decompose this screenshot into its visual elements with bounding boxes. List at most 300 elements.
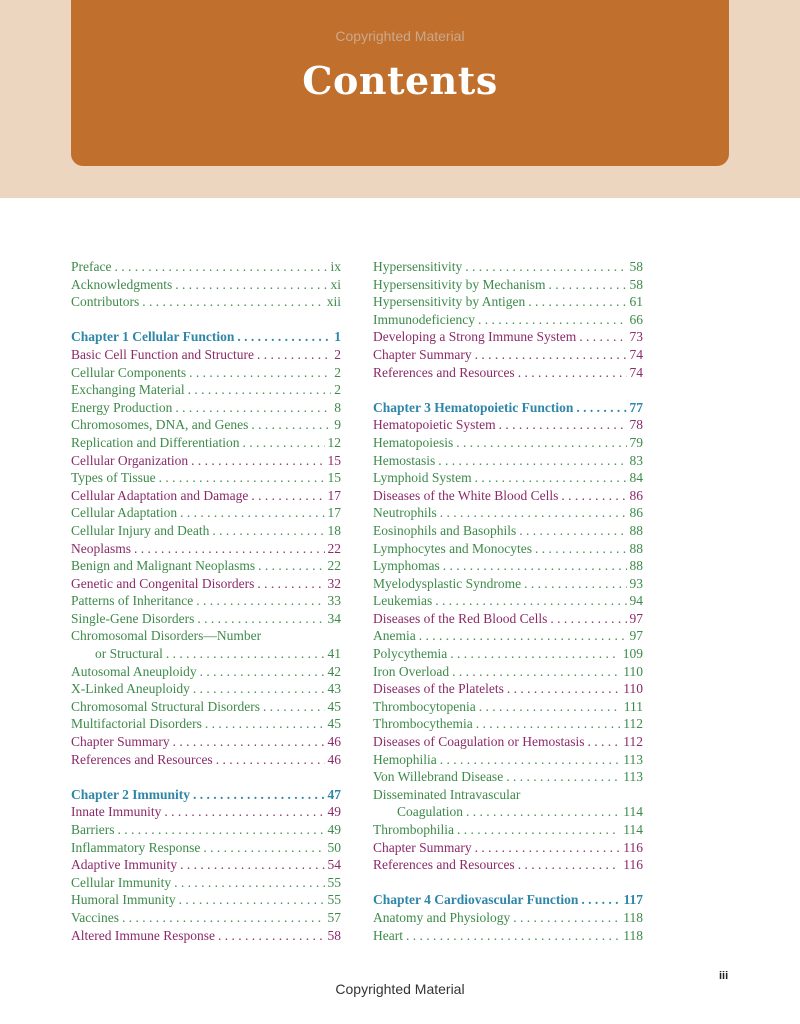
toc-entry[interactable] [71,504,341,522]
toc-entry[interactable] [71,856,341,874]
toc-entry-label: Chapter 4 Cardiovascular Function [373,892,579,908]
toc-leader-dots [466,803,620,821]
toc-leader-dots [576,399,626,417]
toc-entry[interactable] [71,927,341,945]
toc-leader-dots [188,381,332,399]
toc-entry[interactable] [71,575,341,593]
toc-leader-dots [191,452,324,470]
toc-entry[interactable] [71,522,341,540]
toc-entry[interactable] [71,751,341,769]
toc-entry-page: 50 [327,839,341,855]
toc-entry-page: 78 [629,417,643,433]
toc-leader-dots [535,540,627,558]
toc-entry[interactable] [71,487,341,505]
toc-entry-label: Diseases of Coagulation or Hemostasis [373,734,585,750]
toc-entry-page: xii [326,294,341,310]
toc-leader-dots [548,276,626,294]
toc-entry-page: xi [330,276,341,292]
toc-entry[interactable] [71,469,341,487]
toc-leader-dots [406,927,620,945]
toc-entry[interactable] [373,592,643,610]
toc-right-column [373,258,643,944]
toc-entry[interactable] [373,698,643,716]
toc-entry-page: 22 [327,540,341,556]
toc-leader-dots [173,733,325,751]
toc-entry[interactable] [373,645,643,663]
toc-leader-dots [258,557,324,575]
toc-entry-page: 45 [327,698,341,714]
toc-entry-label: Autosomal Aneuploidy [71,663,197,679]
toc-entry-label: Contributors [71,294,140,310]
toc-entry-label: References and Resources [71,751,213,767]
toc-entry-label: Hemophilia [373,751,437,767]
toc-spacer [373,874,643,892]
toc-entry-label: References and Resources [373,857,515,873]
toc-entry[interactable] [71,258,341,276]
toc-entry-label: Lymphomas [373,558,440,574]
toc-entry-label: Chapter Summary [373,346,472,362]
toc-leader-dots [443,557,627,575]
toc-entry-page: 2 [334,346,341,362]
toc-leader-dots [550,610,626,628]
toc-entry[interactable] [373,909,643,927]
toc-chapter-entry[interactable] [373,399,643,417]
toc-leader-dots [263,698,325,716]
toc-entry-label: Eosinophils and Basophils [373,522,517,538]
toc-leader-dots [524,575,626,593]
toc-entry[interactable] [71,680,341,698]
toc-entry[interactable] [71,627,341,645]
toc-leader-dots [203,839,324,857]
toc-entry[interactable] [71,276,341,294]
toc-entry-page: 41 [327,646,341,662]
toc-leader-dots [197,610,324,628]
toc-entry-label: Multifactorial Disorders [71,716,202,732]
toc-entry-page: 43 [327,681,341,697]
toc-leader-dots [134,540,325,558]
toc-entry[interactable] [71,416,341,434]
toc-entry[interactable] [71,592,341,610]
toc-entry-page: 116 [623,839,643,855]
toc-entry-label: Chromosomal Structural Disorders [71,698,260,714]
toc-leader-dots [499,416,627,434]
toc-entry-label: Von Willebrand Disease [373,769,504,785]
toc-leader-dots [475,346,627,364]
toc-entry[interactable] [373,839,643,857]
toc-leader-dots [218,927,325,945]
toc-entry[interactable] [373,575,643,593]
toc-entry-label: Cellular Injury and Death [71,522,210,538]
toc-entry-page: 54 [327,857,341,873]
toc-entry-page: 33 [327,593,341,609]
toc-entry-page: 88 [629,540,643,556]
toc-entry-label: Barriers [71,822,115,837]
toc-entry[interactable] [373,258,643,276]
toc-entry[interactable] [373,504,643,522]
toc-leader-dots [475,469,627,487]
toc-entry[interactable] [373,364,643,382]
toc-entry-label: Hypersensitivity [373,259,463,274]
toc-entry-label: Developing a Strong Immune System [373,329,577,345]
toc-entry-page: 97 [629,628,643,644]
toc-leader-dots [506,768,620,786]
toc-leader-dots [175,276,327,294]
toc-entry-label: Hypersensitivity by Mechanism [373,276,546,292]
toc-chapter-entry[interactable] [71,328,341,346]
toc-leader-dots [513,909,620,927]
toc-entry-page: 84 [629,470,643,486]
toc-entry[interactable] [71,715,341,733]
toc-entry-page: 46 [327,751,341,767]
toc-entry-label: Neoplasms [71,540,131,556]
toc-leader-dots [166,645,325,663]
toc-entry-page: 45 [327,716,341,732]
toc-leader-dots [257,575,324,593]
toc-entry-label: Heart [373,927,403,943]
toc-entry[interactable] [71,909,341,927]
toc-entry-page: 57 [327,909,341,925]
toc-entry-label: Basic Cell Function and Structure [71,346,254,362]
page-title: Contents [302,58,498,103]
toc-entry-label: Chapter Summary [71,734,170,750]
toc-entry[interactable] [373,311,643,329]
toc-entry[interactable] [373,715,643,733]
toc-entry-label: Cellular Organization [71,452,189,468]
toc-entry-page: 86 [629,487,643,503]
toc-entry[interactable] [373,751,643,769]
toc-entry-label: Hematopoietic System [373,417,496,433]
toc-leader-dots [174,874,324,892]
toc-entry-label: Energy Production [71,399,173,415]
toc-leader-dots [528,293,626,311]
toc-entry-page: 42 [327,663,341,679]
toc-entry[interactable] [71,663,341,681]
toc-entry[interactable] [71,821,341,839]
toc-entry-page: 55 [327,874,341,890]
toc-leader-dots [587,733,620,751]
toc-leader-dots [251,416,331,434]
toc-entry[interactable] [373,557,643,575]
toc-entry[interactable] [373,733,643,751]
toc-entry-page: 18 [327,522,341,538]
toc-chapter-entry[interactable] [71,786,341,804]
toc-entry-page: 46 [327,734,341,750]
toc-leader-dots [212,522,324,540]
toc-entry[interactable] [71,610,341,628]
toc-leader-dots [478,311,627,329]
toc-entry-page: 61 [629,294,643,310]
toc-entry-page: 93 [629,575,643,591]
toc-entry-page: 77 [629,399,643,415]
toc-leader-dots [581,891,620,909]
toc-entry-page: 114 [623,822,643,837]
toc-entry[interactable] [373,522,643,540]
toc-entry[interactable] [71,452,341,470]
toc-entry[interactable] [71,381,341,399]
toc-entry[interactable] [373,768,643,786]
toc-entry-label: Chromosomes, DNA, and Genes [71,417,249,433]
toc-leader-dots [175,399,331,417]
toc-entry-page: 55 [327,892,341,908]
toc-entry-page: 12 [327,434,341,450]
toc-leader-dots [419,627,627,645]
toc-entry[interactable] [71,698,341,716]
toc-entry[interactable] [373,416,643,434]
toc-entry-page: 110 [623,681,643,697]
toc-entry-label: Genetic and Congenital Disorders [71,575,255,591]
toc-leader-dots [518,364,627,382]
toc-entry-page: 49 [327,822,341,837]
toc-entry[interactable] [71,891,341,909]
toc-entry-label: Thrombocythemia [373,716,473,732]
toc-entry-page: 49 [327,804,341,820]
toc-entry-label: Immunodeficiency [373,311,475,327]
toc-entry-label: Cellular Adaptation and Damage [71,487,249,503]
toc-leader-dots [179,891,325,909]
toc-entry[interactable] [373,434,643,452]
toc-entry-label: Benign and Malignant Neoplasms [71,558,256,574]
toc-entry-page: 111 [623,698,643,714]
toc-entry-label: Replication and Differentiation [71,434,240,450]
toc-spacer [71,768,341,786]
toc-entry-page: 15 [327,452,341,468]
toc-entry-label: Hematopoiesis [373,434,454,450]
toc-entry-label: Patterns of Inheritance [71,593,194,609]
toc-entry-label: Adaptive Immunity [71,857,178,873]
toc-entry-page: 113 [623,751,643,767]
toc-entry[interactable] [373,540,643,558]
toc-leader-dots [579,328,626,346]
toc-entry-label: Lymphocytes and Monocytes [373,540,532,556]
toc-leader-dots [251,487,324,505]
toc-entry[interactable] [373,803,643,821]
toc-leader-dots [476,715,621,733]
toc-entry-label: Diseases of the Platelets [373,681,504,697]
toc-leader-dots [216,751,325,769]
toc-entry-label: References and Resources [373,364,515,380]
toc-entry[interactable] [373,680,643,698]
toc-entry-page: 32 [327,575,341,591]
toc-entry[interactable] [71,803,341,821]
toc-entry[interactable] [373,328,643,346]
toc-entry-page: 94 [629,593,643,609]
toc-entry-page: 116 [623,857,643,873]
toc-entry[interactable] [71,645,341,663]
page-number: iii [719,970,729,982]
toc-entry[interactable] [71,874,341,892]
toc-entry-label: Anatomy and Physiology [373,909,511,925]
toc-entry-label: Thrombocytopenia [373,698,476,714]
toc-entry-label: Chapter 2 Immunity [71,786,191,802]
toc-entry-page: 117 [623,892,643,908]
toc-entry-page: 2 [334,364,341,380]
toc-entry-label: Neutrophils [373,505,437,521]
toc-entry-label: Myelodysplastic Syndrome [373,575,522,591]
toc-entry-page: 88 [629,558,643,574]
toc-entry[interactable] [373,452,643,470]
toc-entry[interactable] [373,821,643,839]
toc-entry[interactable] [373,293,643,311]
toc-entry-label: Anemia [373,628,416,644]
toc-entry-label: or Structural [95,646,163,662]
toc-entry-page: 74 [629,346,643,362]
toc-entry-page: 118 [623,927,643,943]
toc-entry[interactable] [373,856,643,874]
toc-leader-dots [193,680,325,698]
toc-leader-dots [205,715,325,733]
toc-entry-label: Iron Overload [373,663,450,679]
toc-entry-label: Chapter 1 Cellular Function [71,329,235,345]
toc-entry-label: Leukemias [373,593,433,609]
toc-entry-page: 88 [629,522,643,538]
toc-entry-page: 113 [623,769,643,785]
toc-leader-dots [435,592,626,610]
toc-entry-page: 2 [334,382,341,398]
toc-entry-label: Cellular Components [71,364,187,380]
toc-entry[interactable] [373,346,643,364]
toc-entry[interactable] [71,733,341,751]
toc-entry-page: 97 [629,610,643,626]
toc-leader-dots [180,504,324,522]
toc-entry-page: 47 [327,786,341,802]
toc-entry-label: Diseases of the Red Blood Cells [373,610,548,626]
toc-left-column [71,258,341,944]
toc-entry-label: Acknowledgments [71,276,173,292]
toc-leader-dots [114,258,327,276]
toc-entry[interactable] [71,557,341,575]
toc-leader-dots [561,487,626,505]
toc-entry[interactable] [373,786,643,804]
toc-entry[interactable] [71,540,341,558]
toc-entry-page: ix [330,259,341,274]
toc-entry-label: Hemostasis [373,452,436,468]
toc-leader-dots [159,469,325,487]
toc-entry-page: 8 [334,399,341,415]
toc-entry[interactable] [373,469,643,487]
toc-entry-label: Chapter Summary [373,839,472,855]
toc-entry[interactable] [71,434,341,452]
toc-entry[interactable] [373,927,643,945]
toc-leader-dots [465,258,626,276]
toc-leader-dots [237,328,331,346]
toc-entry-page: 22 [327,558,341,574]
toc-leader-dots [180,856,324,874]
toc-leader-dots [196,592,324,610]
toc-entry[interactable] [71,346,341,364]
toc-entry[interactable] [71,399,341,417]
toc-entry-label: Thrombophilia [373,822,454,837]
toc-entry-label: Innate Immunity [71,804,162,820]
toc-entry[interactable] [373,487,643,505]
toc-spacer [71,311,341,329]
toc-leader-dots [257,346,331,364]
toc-entry-page: 112 [623,734,643,750]
toc-entry-page: 110 [623,663,643,679]
toc-leader-dots [456,434,626,452]
toc-entry-page: 112 [623,716,643,732]
toc-entry[interactable] [71,364,341,382]
toc-leader-dots [117,821,324,839]
toc-leader-dots [164,803,324,821]
toc-entry-label: Altered Immune Response [71,927,215,943]
toc-entry-label: Chapter 3 Hematopoietic Function [373,399,574,415]
toc-entry[interactable] [71,293,341,311]
toc-leader-dots [457,821,620,839]
toc-entry-page: 109 [622,646,643,662]
toc-entry-page: 1 [334,329,341,345]
toc-leader-dots [440,504,627,522]
toc-entry-page: 79 [629,434,643,450]
toc-leader-dots [193,786,324,804]
toc-entry-label: Single-Gene Disorders [71,610,195,626]
toc-entry-page: 58 [629,276,643,292]
toc-entry-page: 86 [629,505,643,521]
toc-entry-page: 9 [334,417,341,433]
toc-entry-label: X-Linked Aneuploidy [71,681,190,697]
toc-entry[interactable] [373,663,643,681]
toc-entry-page: 73 [629,329,643,345]
toc-entry-label: Polycythemia [373,646,448,662]
toc-leader-dots [200,663,325,681]
toc-entry[interactable] [71,839,341,857]
toc-entry-label: Vaccines [71,909,119,925]
toc-entry-page: 17 [327,505,341,521]
toc-entry-label: Types of Tissue [71,470,156,486]
toc-leader-dots [242,434,324,452]
toc-entry-label: Coagulation [397,804,463,820]
toc-entry[interactable] [373,627,643,645]
toc-leader-dots [438,452,626,470]
toc-entry-page: 83 [629,452,643,468]
toc-entry[interactable] [373,610,643,628]
toc-entry-label: Hypersensitivity by Antigen [373,294,526,310]
toc-entry-page: 114 [623,804,643,820]
toc-entry-label: Cellular Immunity [71,874,172,890]
toc-entry-page: 34 [327,610,341,626]
toc-entry-label: Preface [71,259,112,274]
toc-entry-label: Lymphoid System [373,470,472,486]
toc-spacer [373,381,643,399]
toc-entry-label: Humoral Immunity [71,892,176,908]
toc-entry-label: Inflammatory Response [71,839,201,855]
toc-leader-dots [475,839,621,857]
toc-entry-label: Cellular Adaptation [71,505,178,521]
toc-leader-dots [142,293,323,311]
toc-leader-dots [189,364,331,382]
toc-entry-page: 66 [629,311,643,327]
toc-entry[interactable] [373,276,643,294]
toc-entry-page: 15 [327,470,341,486]
toc-leader-dots [122,909,325,927]
toc-leader-dots [452,663,620,681]
toc-entry-label: Diseases of the White Blood Cells [373,487,559,503]
toc-entry-label: Exchanging Material [71,382,185,398]
toc-entry-page: 58 [629,259,643,274]
toc-entry-label: Chromosomal Disorders—Number [71,628,262,644]
toc-entry-page: 17 [327,487,341,503]
toc-leader-dots [440,751,621,769]
watermark-top: Copyrighted Material [335,28,465,44]
toc-entry-page: 74 [629,364,643,380]
toc-leader-dots [518,856,621,874]
toc-chapter-entry[interactable] [373,891,643,909]
toc-leader-dots [519,522,626,540]
toc-entry-label: Disseminated Intravascular [373,786,521,802]
toc-leader-dots [507,680,620,698]
toc-leader-dots [479,698,621,716]
toc-leader-dots [450,645,620,663]
watermark-bottom: Copyrighted Material [335,981,465,997]
